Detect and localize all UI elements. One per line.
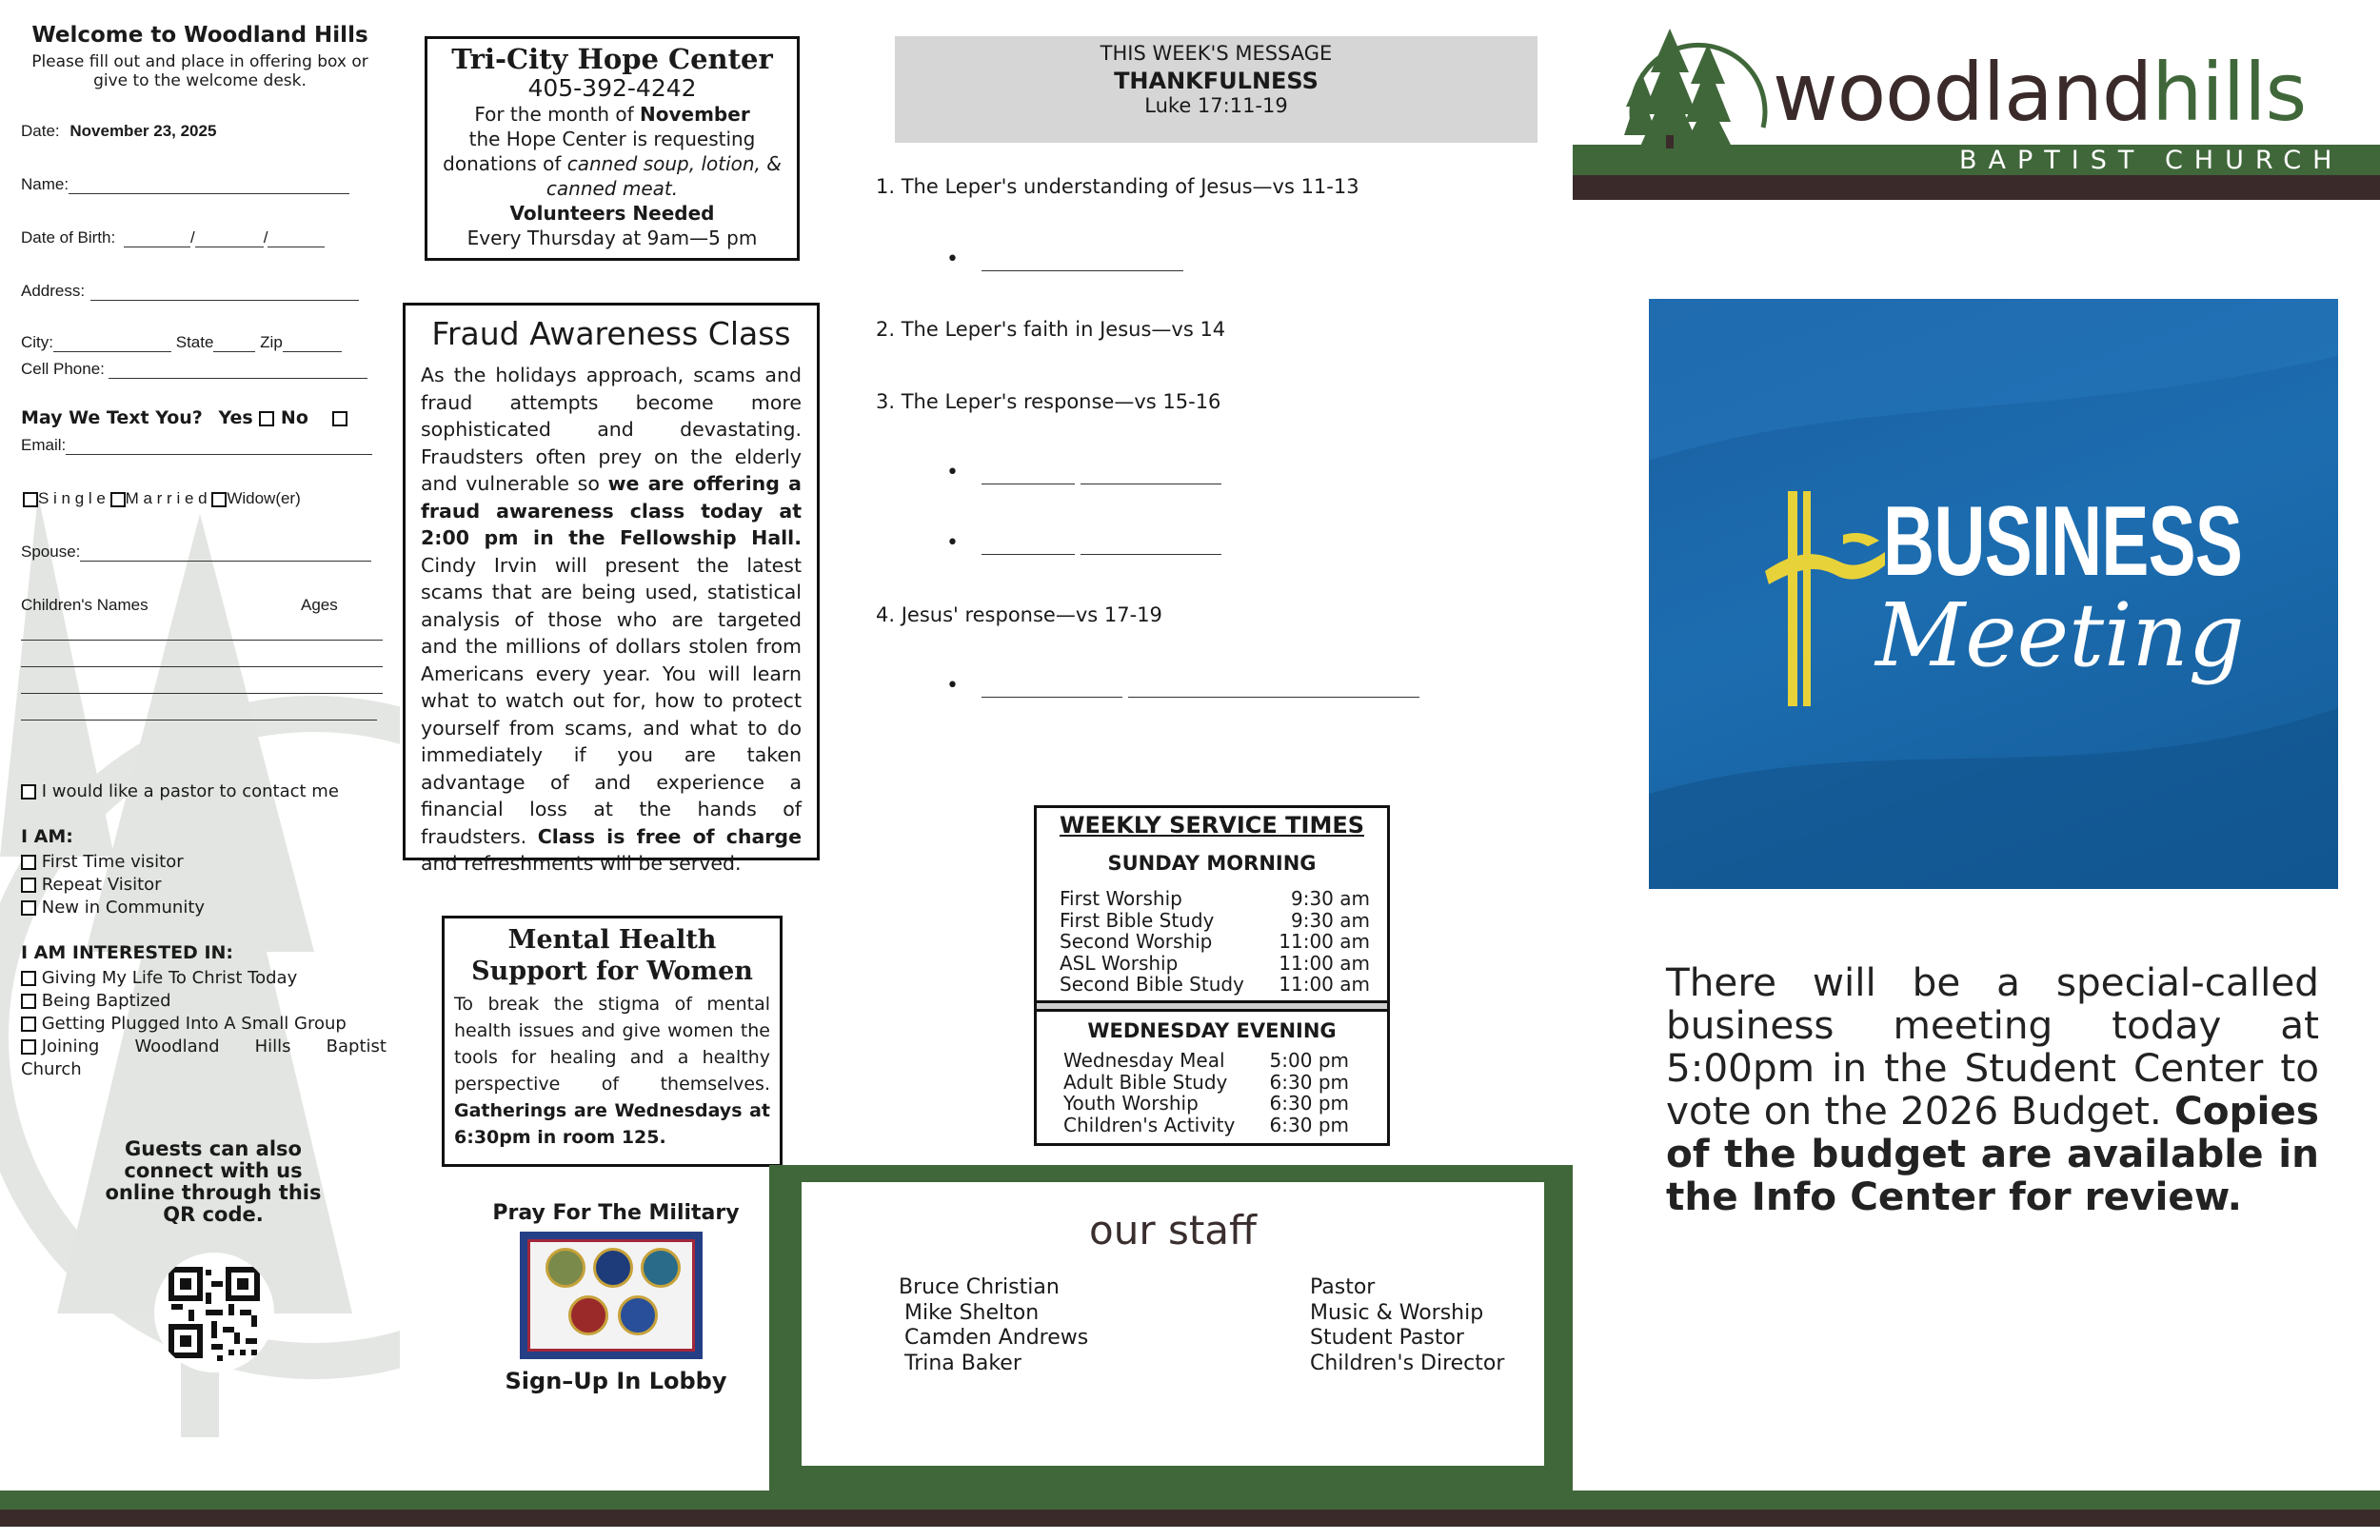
bullet: •: [946, 461, 959, 484]
list-item: [21, 874, 205, 897]
list-item: [21, 967, 387, 990]
list-item: [21, 990, 387, 1013]
staff-name: Mike Shelton: [904, 1300, 1040, 1325]
list-item-label: Baptist: [326, 1037, 387, 1056]
fraud-title: Fraud Awareness Class: [431, 315, 791, 352]
cell-phone-field[interactable]: [21, 360, 367, 379]
staff-roles: [1310, 1275, 1504, 1376]
sunday-list: [1060, 888, 1370, 996]
staff-name: Camden Andrews: [904, 1326, 1089, 1350]
coast-guard-seal-icon: [641, 1248, 681, 1288]
list-item: [21, 1036, 387, 1058]
service-row: [1063, 1072, 1349, 1094]
hope-phone: 405-392-4242: [527, 74, 697, 102]
marital-status: [23, 489, 301, 508]
wednesday-list: [1063, 1050, 1349, 1135]
service-name: Second Bible Study: [1060, 973, 1244, 996]
service-row: [1060, 888, 1370, 910]
cross-icon: [1761, 491, 1889, 706]
announcement-text: There will be a special-called business meeting today at 5:00pm in the Student Center to vote on the 2026 Budget.: [1666, 959, 2319, 1134]
hope-title: Tri-City Hope Center: [451, 43, 773, 75]
i-am-title: I AM:: [21, 826, 73, 847]
business-word: BUSINESS: [1883, 486, 2243, 597]
qr-caption: Guests can also connect with us online through this QR code.: [105, 1137, 322, 1226]
service-time: 6:30 pm: [1269, 1113, 1349, 1136]
widow-label: Widow(er): [227, 489, 301, 507]
fraud-text: As the holidays approach, scams and fraud attempts become more sophisticated and devastating. Fraudsters often prey on the elderly and vulnerable so: [421, 364, 802, 495]
navy-seal-icon: [593, 1248, 633, 1288]
hope-volunteers: Volunteers Needed: [509, 202, 715, 225]
email-label: Email:: [21, 436, 67, 454]
logo-brown-band: [1573, 175, 2380, 200]
fraud-text: Cindy Irvin will present the latest scams that are being used, statistical analysis of those who are targeted and the millions of dollars stolen from Americans every year. You will learn what to watch out for, how to protect yourself from scams, and what to do immediately if you are taken advantage of and experience a financial loss at the hands of fraudsters.: [421, 553, 802, 848]
list-item: [21, 897, 205, 919]
spouse-field[interactable]: [21, 543, 371, 562]
checkbox[interactable]: [21, 1017, 36, 1032]
single-checkbox[interactable]: [23, 492, 38, 507]
fraud-text: and refreshments will be served.: [421, 852, 742, 875]
staff-names: [899, 1275, 1088, 1376]
bullet: •: [946, 531, 959, 555]
list-item-label: New in Community: [41, 898, 206, 918]
army-seal-icon: [545, 1248, 585, 1288]
fraud-awareness-box: [403, 303, 820, 875]
fraud-highlight: we are offering a fraud awareness class today at 2:00 pm in the Fellowship Hall.: [421, 472, 803, 549]
mental-title: Mental Health Support for Women: [471, 925, 753, 986]
message-scripture: Luke 17:11-19: [1144, 94, 1288, 117]
married-checkbox[interactable]: [110, 492, 126, 507]
military-title: Pray For The Military: [492, 1201, 740, 1225]
sermon-point-4: 4. Jesus' response—vs 17-19: [876, 603, 1162, 626]
service-row: [1063, 1093, 1349, 1115]
list-item-label: Giving My Life To Christ Today: [41, 968, 298, 988]
children-names-label: Children's Names: [21, 596, 149, 614]
list-item: [21, 851, 205, 874]
service-time: 6:30 pm: [1269, 1070, 1349, 1094]
message-label: THIS WEEK'S MESSAGE: [1100, 42, 1333, 65]
service-row: [1063, 1050, 1349, 1072]
military-seals: [527, 1239, 695, 1352]
name-label: Name:: [21, 175, 69, 193]
zip-label: Zip: [260, 333, 283, 351]
date-value: November 23, 2025: [69, 122, 217, 140]
service-name: Second Worship: [1060, 930, 1213, 953]
service-time: 5:00 pm: [1269, 1049, 1349, 1072]
staff-name: Trina Baker: [904, 1351, 1021, 1375]
yes-checkbox[interactable]: [259, 411, 274, 426]
hope-schedule: Every Thursday at 9am—5 pm: [466, 227, 758, 249]
meeting-word: Meeting: [1875, 584, 2245, 686]
logo-subtitle: BAPTIST CHURCH: [1959, 146, 2344, 175]
no-label: No: [280, 407, 308, 428]
pastor-contact-label: I would like a pastor to contact me: [41, 781, 339, 801]
checkbox[interactable]: [21, 900, 36, 916]
name-field[interactable]: [21, 175, 349, 194]
service-divider: [1037, 1000, 1387, 1012]
staff-title: our staff: [1089, 1207, 1257, 1254]
children-line[interactable]: [21, 640, 383, 641]
hope-line: [427, 151, 797, 176]
message-header: [895, 36, 1537, 143]
pastor-contact: [21, 780, 339, 803]
checkbox[interactable]: [21, 994, 36, 1009]
pine-trees-logo-icon: [1615, 15, 1778, 148]
hope-line: [427, 102, 797, 127]
list-item: [21, 1013, 387, 1036]
pastor-contact-checkbox[interactable]: [21, 784, 36, 800]
service-time: 9:30 am: [1290, 887, 1370, 910]
staff-role: Student Pastor: [1310, 1326, 1464, 1350]
hope-center-box: [425, 36, 800, 261]
note-line[interactable]: [946, 461, 1221, 484]
children-line[interactable]: [21, 693, 383, 694]
note-line[interactable]: [946, 531, 1221, 555]
staff-name: Bruce Christian: [899, 1275, 1060, 1299]
hope-text: For the month of: [474, 103, 641, 126]
wednesday-title: WEDNESDAY EVENING: [1087, 1019, 1337, 1042]
list-item-label: Joining: [41, 1037, 100, 1056]
service-name: Youth Worship: [1063, 1092, 1199, 1115]
service-name: Adult Bible Study: [1063, 1070, 1228, 1094]
email-field[interactable]: [21, 436, 372, 455]
service-time: 9:30 am: [1290, 908, 1370, 932]
service-times-box: [1034, 805, 1390, 1146]
mental-body: [454, 991, 770, 1151]
mental-health-box: [442, 916, 783, 1167]
date-field: [21, 122, 216, 141]
marines-seal-icon: [568, 1295, 608, 1335]
service-time: 6:30 pm: [1269, 1092, 1349, 1115]
service-time: 11:00 am: [1279, 951, 1370, 975]
ages-label: Ages: [301, 596, 338, 614]
qr-code[interactable]: [154, 1253, 274, 1372]
bullet: •: [946, 247, 959, 271]
service-name: Wednesday Meal: [1063, 1049, 1225, 1072]
hope-text: donations of: [443, 152, 567, 175]
service-name: First Bible Study: [1060, 908, 1215, 932]
date-label: Date:: [21, 122, 60, 140]
service-time: 11:00 am: [1279, 973, 1370, 996]
list-item-label: Woodland: [134, 1037, 220, 1056]
note-line[interactable]: [946, 674, 1419, 698]
staff-box: [802, 1182, 1544, 1466]
service-time: 11:00 am: [1279, 930, 1370, 953]
mental-highlight: Gatherings are Wednesdays at 6:30pm in room 125.: [454, 1100, 770, 1148]
welcome-subtitle: Please fill out and place in offering box or give to the welcome desk.: [31, 52, 368, 90]
list-item-label: First Time visitor: [41, 852, 184, 872]
single-label: S i n g l e: [38, 489, 106, 507]
interested-title: I AM INTERESTED IN:: [21, 942, 234, 963]
bullet: •: [946, 674, 959, 698]
children-line[interactable]: [21, 720, 377, 721]
staff-role: Music & Worship: [1310, 1300, 1484, 1325]
checkbox[interactable]: [21, 878, 36, 893]
logo-hills: hills: [2152, 46, 2307, 139]
list-item-label: Church: [21, 1059, 82, 1079]
military-flag: [520, 1232, 703, 1359]
spouse-label: Spouse:: [21, 543, 81, 561]
sunday-title: SUNDAY MORNING: [1107, 852, 1317, 875]
welcome-title: Welcome to Woodland Hills: [31, 23, 368, 48]
sermon-point-1: 1. The Leper's understanding of Jesus—vs 11-13: [876, 175, 1359, 198]
married-label: M a r r i e d: [125, 489, 208, 507]
list-item-label: Getting Plugged Into A Small Group: [41, 1014, 347, 1034]
note-line[interactable]: [946, 247, 1183, 271]
staff-role: Pastor: [1310, 1275, 1376, 1299]
service-name: ASL Worship: [1060, 951, 1179, 975]
checkbox[interactable]: [21, 1039, 36, 1055]
logo-woodland: woodland: [1773, 46, 2152, 139]
staff-role: Children's Director: [1310, 1351, 1505, 1375]
cell-label: Cell Phone:: [21, 360, 105, 378]
city-label: City:: [21, 333, 53, 351]
welcome-card: [0, 0, 400, 1540]
checkbox[interactable]: [21, 855, 36, 870]
fraud-body: [421, 362, 802, 878]
service-name: Children's Activity: [1063, 1113, 1236, 1136]
service-row: [1060, 974, 1370, 996]
footer-green-stripe: [0, 1491, 2380, 1510]
dob-label: Date of Birth:: [21, 228, 116, 247]
service-times-title: WEEKLY SERVICE TIMES: [1059, 812, 1365, 839]
widow-checkbox[interactable]: [211, 492, 227, 507]
service-name: First Worship: [1060, 887, 1182, 910]
checkbox[interactable]: [21, 971, 36, 986]
children-line[interactable]: [21, 666, 383, 667]
message-title: THANKFULNESS: [1114, 68, 1319, 94]
business-announcement: [1666, 961, 2319, 1218]
service-row: [1060, 953, 1370, 975]
list-item-label: Repeat Visitor: [41, 875, 162, 895]
fraud-highlight: Class is free of charge: [537, 824, 802, 848]
sermon-point-3: 3. The Leper's response—vs 15-16: [876, 390, 1221, 413]
list-item-label: Hills: [254, 1037, 291, 1056]
state-label: State: [175, 333, 214, 351]
address-field[interactable]: [21, 282, 359, 301]
footer-brown-stripe: [0, 1510, 2380, 1527]
air-force-seal-icon: [618, 1295, 658, 1335]
hope-line: [427, 176, 797, 201]
business-meeting-graphic: [1649, 299, 2338, 889]
dob-field[interactable]: Date of Birth: / /: [21, 228, 325, 247]
hope-items: canned soup, lotion, &: [566, 152, 782, 175]
mental-text: To break the stigma of mental health issues and give women the tools for healing and a healthy perspective of themselves.: [454, 994, 770, 1095]
qr-code-icon: [154, 1253, 274, 1372]
service-row: [1063, 1115, 1349, 1136]
logo-wordmark: [1773, 46, 2306, 139]
address-label: Address:: [21, 282, 86, 300]
sermon-point-2: 2. The Leper's faith in Jesus—vs 14: [876, 318, 1226, 341]
announcement-highlight: Copies of the budget are available in the Info Center for review.: [1666, 1088, 2319, 1219]
city-state-zip-field[interactable]: [21, 333, 342, 352]
hope-line: the Hope Center is requesting: [468, 128, 756, 150]
text-question: May We Text You?: [21, 407, 203, 428]
i-am-list: [21, 851, 205, 919]
text-permission: [21, 407, 347, 428]
military-signup: Sign–Up In Lobby: [505, 1368, 727, 1394]
yes-label: Yes: [218, 407, 253, 428]
interested-list: [21, 967, 387, 1081]
no-checkbox[interactable]: [332, 411, 347, 426]
service-row: [1060, 931, 1370, 953]
hope-month: November: [640, 103, 750, 126]
list-item-label: Being Baptized: [41, 991, 171, 1011]
hope-items: canned meat.: [545, 177, 679, 200]
service-row: [1060, 910, 1370, 932]
